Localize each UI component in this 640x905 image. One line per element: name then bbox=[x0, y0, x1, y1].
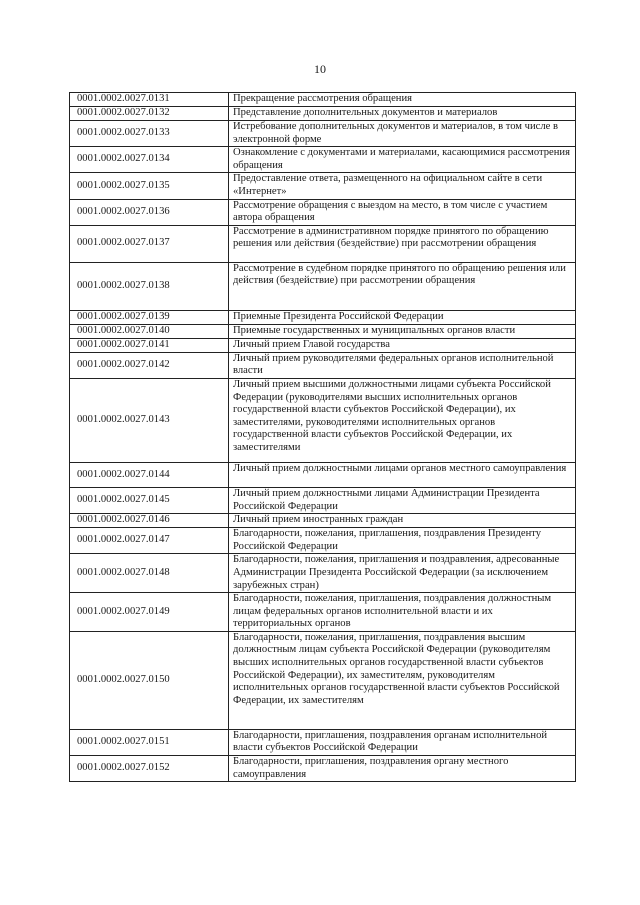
row-name: Личный прием должностными лицами Администрации Президента Российской Федерации bbox=[229, 487, 576, 513]
row-code: 0001.0002.0027.0146 bbox=[70, 514, 229, 528]
table-row bbox=[70, 93, 576, 107]
row-code: 0001.0002.0027.0144 bbox=[70, 462, 229, 487]
row-code: 0001.0002.0027.0132 bbox=[70, 107, 229, 121]
row-code: 0001.0002.0027.0151 bbox=[70, 729, 229, 755]
row-name: Предоставление ответа, размещенного на официальном сайте в сети «Интернет» bbox=[229, 173, 576, 199]
table-row bbox=[70, 262, 576, 310]
row-code: 0001.0002.0027.0143 bbox=[70, 378, 229, 462]
row-code: 0001.0002.0027.0136 bbox=[70, 199, 229, 225]
table-row bbox=[70, 631, 576, 729]
table-row bbox=[70, 487, 576, 513]
row-name: Прекращение рассмотрения обращения bbox=[229, 93, 576, 107]
row-name: Благодарности, пожелания, приглашения, поздравления высшим должностным лицам субъекта Российской Федерации (руководителям высших исполнительных органов государственной власти субъектов Российской Федерации), их заместителям, руководителям исполнительных органов государственной власти субъектов Российской Федерации, их заместителям bbox=[229, 631, 576, 729]
table-row bbox=[70, 593, 576, 632]
row-code: 0001.0002.0027.0142 bbox=[70, 352, 229, 378]
table-row bbox=[70, 173, 576, 199]
row-code: 0001.0002.0027.0141 bbox=[70, 338, 229, 352]
table-row bbox=[70, 729, 576, 755]
row-code: 0001.0002.0027.0131 bbox=[70, 93, 229, 107]
table-row bbox=[70, 514, 576, 528]
row-code: 0001.0002.0027.0147 bbox=[70, 528, 229, 554]
row-code: 0001.0002.0027.0149 bbox=[70, 593, 229, 632]
row-name: Рассмотрение в судебном порядке принятого по обращению решения или действия (бездействие) при рассмотрении обращения bbox=[229, 262, 576, 310]
row-code: 0001.0002.0027.0150 bbox=[70, 631, 229, 729]
row-code: 0001.0002.0027.0133 bbox=[70, 121, 229, 147]
row-name: Личный прием руководителями федеральных органов исполнительной власти bbox=[229, 352, 576, 378]
table-row bbox=[70, 528, 576, 554]
table-row bbox=[70, 324, 576, 338]
table-row bbox=[70, 310, 576, 324]
row-name: Благодарности, пожелания, приглашения и поздравления, адресованные Администрации Президента Российской Федерации (за исключением зарубежных стран) bbox=[229, 554, 576, 593]
row-name: Благодарности, пожелания, приглашения, поздравления Президенту Российской Федерации bbox=[229, 528, 576, 554]
row-name: Представление дополнительных документов и материалов bbox=[229, 107, 576, 121]
row-name: Приемные Президента Российской Федерации bbox=[229, 310, 576, 324]
page-number: 10 bbox=[314, 62, 326, 76]
row-code: 0001.0002.0027.0134 bbox=[70, 147, 229, 173]
row-name: Приемные государственных и муниципальных органов власти bbox=[229, 324, 576, 338]
row-code: 0001.0002.0027.0140 bbox=[70, 324, 229, 338]
row-name: Личный прием иностранных граждан bbox=[229, 514, 576, 528]
row-name: Благодарности, приглашения, поздравления органу местного самоуправления bbox=[229, 756, 576, 782]
row-code: 0001.0002.0027.0148 bbox=[70, 554, 229, 593]
row-code: 0001.0002.0027.0137 bbox=[70, 225, 229, 262]
row-name: Личный прием должностными лицами органов местного самоуправления bbox=[229, 462, 576, 487]
table-row bbox=[70, 199, 576, 225]
row-name: Ознакомление с документами и материалами, касающимися рассмотрения обращения bbox=[229, 147, 576, 173]
row-code: 0001.0002.0027.0145 bbox=[70, 487, 229, 513]
row-name: Рассмотрение в административном порядке принятого по обращению решения или действия (бездействие) при рассмотрении обращения bbox=[229, 225, 576, 262]
table-row bbox=[70, 225, 576, 262]
table-row bbox=[70, 554, 576, 593]
table-row bbox=[70, 756, 576, 782]
table-row bbox=[70, 352, 576, 378]
row-name: Рассмотрение обращения с выездом на место, в том числе с участием автора обращения bbox=[229, 199, 576, 225]
row-name: Личный прием высшими должностными лицами субъекта Российской Федерации (руководителями высших исполнительных органов государственной власти субъектов Российской Федерации), их заместителями, руководителями исполнительных органов государственной власти субъектов Российской Федерации, их заместителями bbox=[229, 378, 576, 462]
row-code: 0001.0002.0027.0152 bbox=[70, 756, 229, 782]
row-name: Истребование дополнительных документов и материалов, в том числе в электронной форме bbox=[229, 121, 576, 147]
row-name: Личный прием Главой государства bbox=[229, 338, 576, 352]
row-code: 0001.0002.0027.0139 bbox=[70, 310, 229, 324]
table-row bbox=[70, 121, 576, 147]
table-row bbox=[70, 338, 576, 352]
row-code: 0001.0002.0027.0135 bbox=[70, 173, 229, 199]
classifier-table bbox=[69, 92, 576, 782]
table-row bbox=[70, 147, 576, 173]
table-body bbox=[70, 93, 576, 782]
table-row bbox=[70, 378, 576, 462]
table-row bbox=[70, 462, 576, 487]
table-row bbox=[70, 107, 576, 121]
row-name: Благодарности, пожелания, приглашения, поздравления должностным лицам федеральных органов исполнительной власти и их территориальных органов bbox=[229, 593, 576, 632]
row-code: 0001.0002.0027.0138 bbox=[70, 262, 229, 310]
row-name: Благодарности, приглашения, поздравления органам исполнительной власти субъектов Российской Федерации bbox=[229, 729, 576, 755]
